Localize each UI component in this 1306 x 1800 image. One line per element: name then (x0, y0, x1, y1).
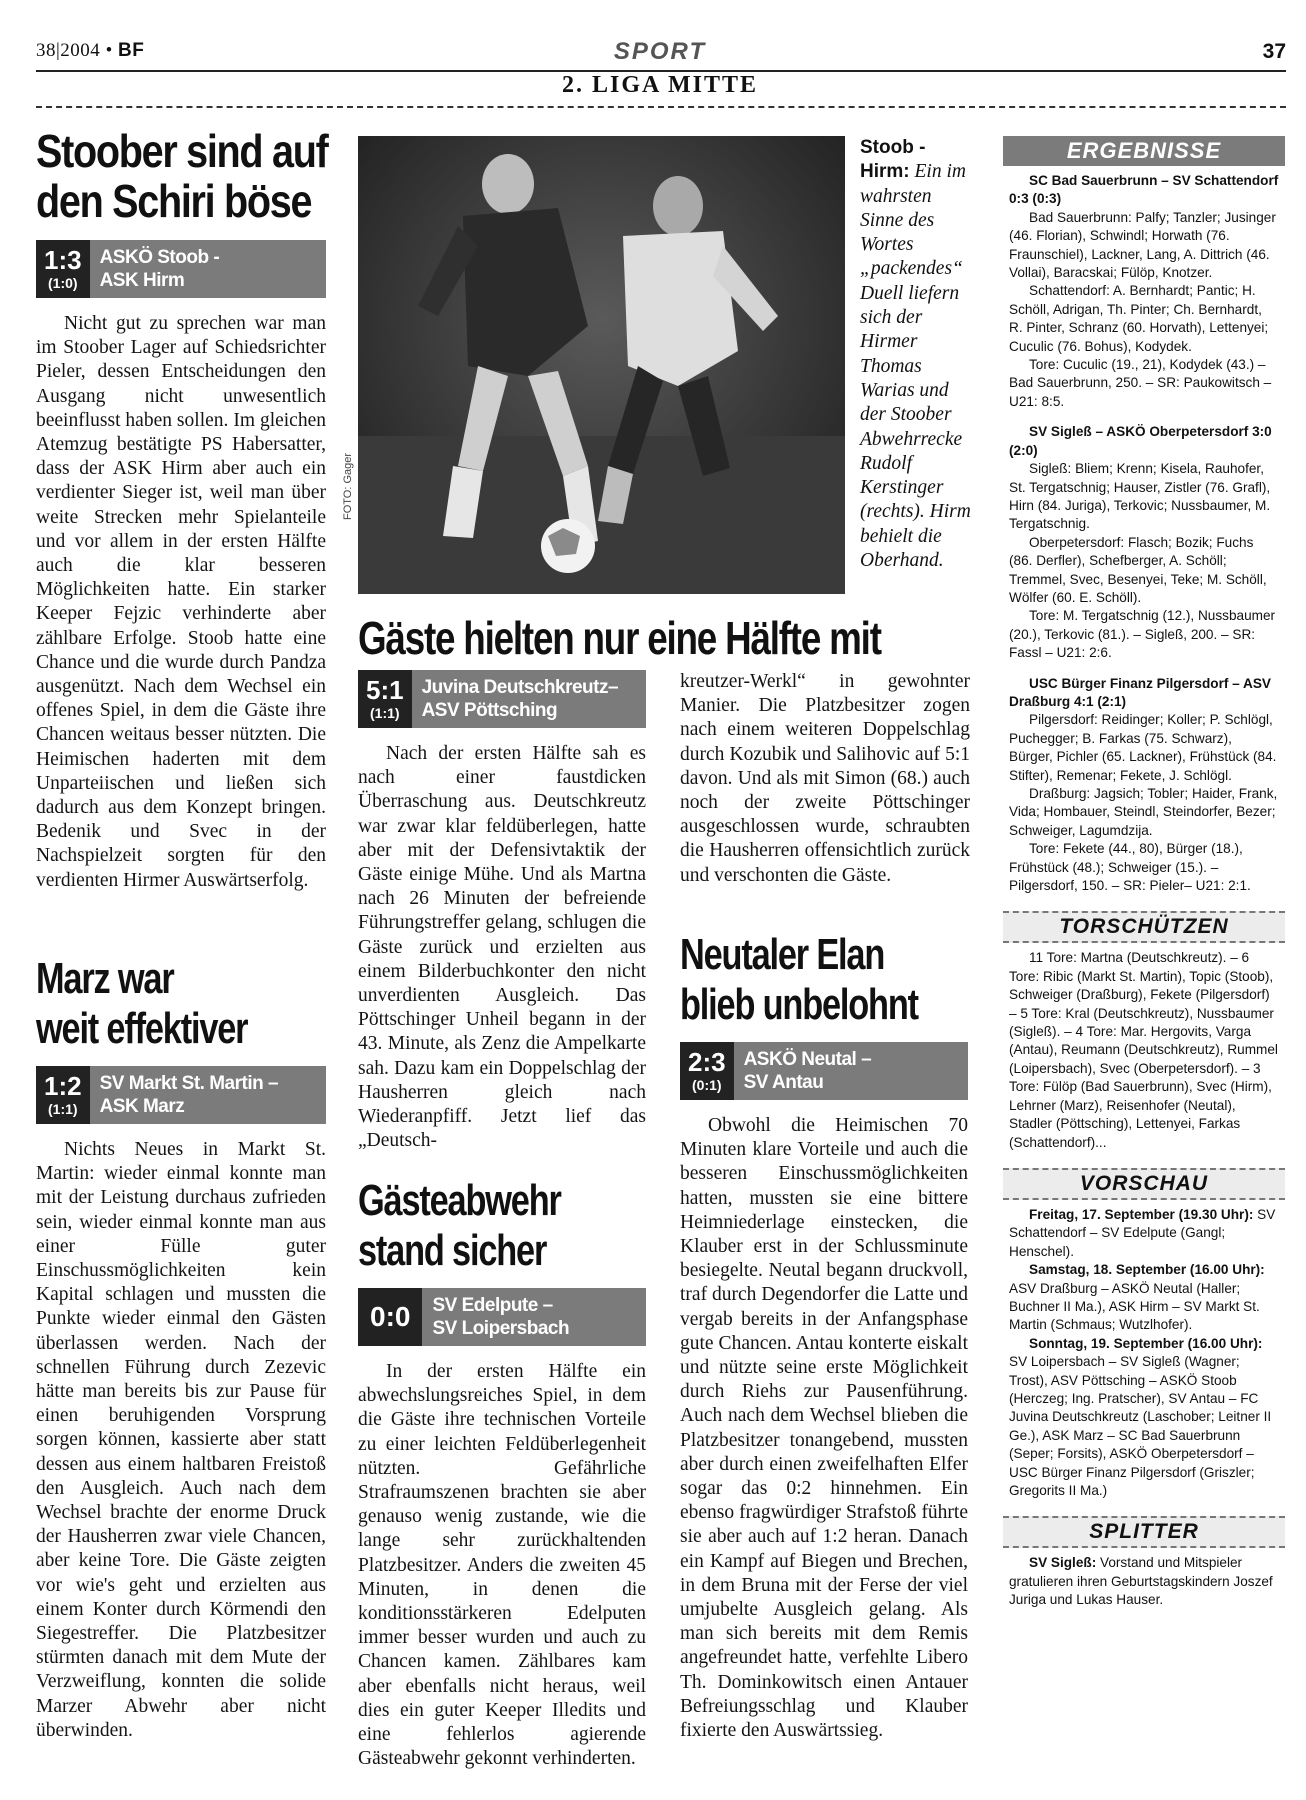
score-value: 0:0 (370, 1301, 411, 1332)
team-name: SV Antau (743, 1072, 824, 1093)
article-deutschkreutz-poettsching (358, 670, 648, 1153)
photo-credit: FOTO: Gager (342, 452, 354, 520)
league-title: 2. LIGA MITTE (561, 72, 759, 98)
score-box (680, 1042, 968, 1100)
halftime-score: (0:1) (692, 1077, 722, 1093)
scorers-header: TORSCHÜTZEN (1003, 911, 1285, 943)
lineup-away: Schattendorf: A. Bernhardt; Pantic; H. Schöll, Adrigan, Th. Pinter; Ch. Bernhardt, R. Pinter, Schranz (60. Horvath), Lettenyei; Cuculic (76. Bohus), Kodydek. (1009, 283, 1269, 354)
article-body (36, 312, 326, 893)
lineup-home: Sigleß: Bliem; Krenn; Kisela, Rauhofer, St. Tergatschnig; Hauser, Zistler (76. Grafl), Hirn (84. Juriga), Terkovic; Nussbaumer, M. Tergatschnig. (1009, 461, 1271, 532)
headline-line: Marz war (36, 954, 174, 1003)
game-title: SV Sigleß – ASKÖ Oberpetersdorf 3:0 (2:0) (1009, 424, 1272, 458)
results-body (1003, 166, 1285, 895)
headline-line: Stoober sind auf (36, 125, 328, 177)
splitter-text: Vorstand und Mitspieler gratulieren ihren Geburtstagskindern Joszef Juriga und Lukas Hauser. (1009, 1555, 1273, 1608)
article-paragraph: In der ersten Hälfte ein abwechslungsreiches Spiel, in dem die Gäste ihre technischen Vorteile zu einer leichten Feldüberlegenheit nützten. Gefährliche Strafraumszenen brachten sie aber genauso wenig zustande, wie die lange sehr zurückhaltenden Platzbesitzer. Anders die zweiten 45 Minuten, in denen die konditionsstärkeren Edelputen immer besser wurden und auch zu Chancen kamen. Zählbares kam aber ebenfalls nicht heraus, weil dies ein guter Keeper Illedits und eine fehlerlos agierende Gästeabwehr gekonnt verhinderten. (358, 1361, 646, 1770)
score-box (36, 240, 326, 298)
paper-name: BF (117, 40, 145, 61)
preview-matches: SV Loipersbach – SV Sigleß (Wagner; Trost), ASV Pöttsching – ASKÖ Stoob (Herczeg; Ing. Pratscher), SV Antau – FC Juvina Deutschkreutz (Laschober; Leitner II Ge.), ASK Marz – SC Bad Sauerbrunn (Seper; Forsits), ASKÖ Oberpetersdorf – USC Bürger Finanz Pilgersdorf (Griszler; Gregorits II Ma.) (1009, 1354, 1272, 1498)
team-name: SV Loipersbach (432, 1318, 570, 1339)
score-teams (422, 1288, 646, 1346)
article-edelpute-loipersbach (358, 1176, 648, 1771)
lineup-away: Draßburg: Jagsich; Tobler; Haider, Frank, Vida; Hombauer, Steindl, Steindorfer, Bezer; Schweiger, Lagumdzija. (1009, 786, 1278, 838)
score-value: 5:1 (366, 675, 404, 705)
score-teams (90, 240, 326, 298)
score-value: 1:2 (44, 1071, 82, 1101)
article-paragraph: Obwohl die Heimischen 70 Minuten klare Vorteile und auch die besseren Einschussmöglichkeiten hatten, mussten sie eine bittere Heimniederlage einstecken, die Klauber erst in der Schlussminute besiegelte. Neutal begann druckvoll, traf durch Degendorfer die Latte und vergab bereits in der Anfangsphase gute Chancen. Antau konterte eiskalt und nützte seine erste Möglichkeit durch Riehs zur Pausenführung. Auch nach dem Wechsel blieben die Platzbesitzer tonangebend, mussten aber durch einen zweifelhaften Elfer sogar das 0:2 hinnehmen. Ein ebenso fragwürdiger Strafstoß führte sie aber auch auf 1:2 heran. Danach ein Kampf auf Biegen und Brechen, in dem Bruna mit der Ferse der viel umjubelte Ausgleich gelang. Als man sich bereits mit dem Remis angefreundet hatte, verfehlte Libero Th. Dominkowitsch einen Antauer Befreiungsschlag und Klauber fixierte den Auswärtssieg. (680, 1115, 968, 1742)
match-photo (358, 136, 845, 594)
headline-line: den Schiri böse (36, 175, 312, 227)
halftime-score: (1:1) (370, 705, 400, 721)
section-title: SPORT (613, 38, 707, 65)
team-name: ASKÖ Neutal – (743, 1049, 872, 1070)
halftime-score: (1:0) (48, 275, 78, 291)
score-teams (734, 1042, 968, 1100)
article-stoob-hirm (36, 126, 336, 893)
article-paragraph: Nichts Neues in Markt St. Martin: wieder einmal konnte man mit der Leistung durchaus zufrieden sein, wieder einmal konnte man aus einer Fülle guter Einschussmöglichkeiten kein Kapital schlagen und mussten die Punkte wieder einmal den Gästen überlassen werden. Nach der schnellen Führung durch Zezevic hätte man bereits bis zur Pause für einen beruhigenden Vorsprung sorgen können, kassierte aber statt dessen aus einem haltbaren Freistoß den Ausgleich. Auch nach dem Wechsel brachte der enorme Druck der Hausherren zwar viele Chancen, aber keine Tore. Die Gäste zeigten vor wie's geht und erzielten aus einem Konter durch Körmendi den Siegestreffer. Die Platzbesitzer stürmten danach mit dem Mute der Verzweiflung, konnten die solide Marzer Abwehr aber nicht überwinden. (36, 1139, 326, 1741)
caption-lead: Stoob - Hirm: (860, 137, 926, 183)
photo-players-illustration (358, 136, 845, 594)
article-body (358, 1360, 646, 1771)
headline-line: Neutaler Elan (680, 930, 885, 979)
headline-line: stand sicher (358, 1226, 547, 1275)
game-goals: Tore: M. Tergatschnig (12.), Nussbaumer (20.), Terkovic (81.). – Sigleß, 200. – SR: Fassl – U21: 2:6. (1009, 608, 1276, 661)
article-headline (36, 126, 346, 226)
score-teams (412, 670, 646, 728)
lineup-away: Oberpetersdorf: Flasch; Bozik; Fuchs (86. Derfler), Schefberger, A. Schöll; Tremmel, Svec, Besenyei, Teke; M. Schöll, Wölfer (60. E. Schöll). (1009, 534, 1267, 605)
article-paragraph: Nicht gut zu sprechen war man im Stoober Lager auf Schiedsrichter Pieler, dessen Entscheidungen den Ausgang nicht unwesentlich beeinflusst haben sollen. Im gleichen Atemzug bestätigte PS Habersatter, dass der ASK Hirm aber auch ein verdienter Sieger ist, weil man über weite Strecken mehr Spielanteile und vor allem in der ersten Hälfte auch die klar besseren Möglichkeiten hatte. Ein starker Keeper Fejzic verhinderte aber zählbare Erfolge. Stoob hatte eine Chance und die wurde durch Pandza ausgenützt. Nach dem Wechsel ein offenes Spiel, in dem die Gäste ihre Chancen weitaus besser nützten. Die Heimischen haderten mit dem Unparteiischen und ließen sich dadurch aus dem Konzept bringen. Bedenik und Svec in der Nachspielzeit sorgten für den verdienten Hirmer Auswärtserfolg. (36, 313, 326, 891)
team-name: ASV Pöttsching (421, 700, 558, 721)
game-title: USC Bürger Finanz Pilgersdorf – ASV Draßburg 4:1 (2:1) (1009, 675, 1271, 709)
article-headline (680, 930, 945, 1030)
score-result (358, 1288, 422, 1346)
splitter-lead: SV Sigleß: (1029, 1555, 1097, 1571)
issue-number: 38|2004 (36, 40, 101, 61)
score-box (36, 1066, 326, 1124)
splitter-header: SPLITTER (1003, 1516, 1285, 1548)
score-value: 2:3 (688, 1047, 726, 1077)
article-headline: Gäste hielten nur eine Hälfte mit (358, 612, 881, 664)
article-neutal-antau (680, 930, 970, 1743)
scorers-body (1003, 943, 1285, 1151)
score-teams (90, 1066, 326, 1124)
issue-info (36, 40, 144, 62)
score-result (36, 1066, 90, 1124)
team-name: SV Edelpute – (432, 1295, 553, 1316)
article-headline (36, 954, 317, 1054)
article-paragraph: kreutzer-Werkl“ in gewohnter Manier. Die Platzbesitzer zogen nach einem weiteren Doppelschlag durch Kozubik und Salihovic auf 5:1 davon. Und als mit Simon (68.) auch noch der zweite Pöttschinger ausgeschlossen wurde, schraubten die Hausherren offensichtlich zurück und verschonten die Gäste. (680, 671, 970, 886)
page-number: 37 (1262, 40, 1286, 63)
score-result (680, 1042, 734, 1100)
score-result (36, 240, 90, 298)
score-box (358, 1288, 646, 1346)
team-name: ASK Hirm (99, 270, 185, 291)
game-goals: Tore: Fekete (44., 80), Bürger (18.), Frühstück (48.); Schweiger (15.). – Pilgersdorf, 150. – SR: Pieler– U21: 2:1. (1009, 841, 1251, 894)
headline-line: Gästeabwehr (358, 1176, 561, 1225)
article-body (680, 1114, 968, 1743)
team-name: Juvina Deutschkreutz– (421, 677, 619, 698)
team-name: ASKÖ Stoob - (99, 247, 220, 268)
results-sidebar (1003, 136, 1285, 1610)
preview-date: Sonntag, 19. September (16.00 Uhr): (1029, 1335, 1263, 1351)
caption-text: Ein im wahrsten Sinne des Wortes „packendes“ Duell liefern sich der Hirmer Thomas Warias und der Stoober Abwehrrecke Rudolf Kerstinger (rechts). Hirm behielt die Oberhand. (860, 161, 971, 572)
article-body (358, 742, 646, 1153)
score-value: 1:3 (44, 245, 82, 275)
results-header: ERGEBNISSE (1003, 136, 1285, 166)
article-body (36, 1138, 326, 1743)
preview-body (1003, 1200, 1285, 1501)
issue-separator: • (105, 40, 113, 61)
score-result (358, 670, 412, 728)
article-stmartin-marz (36, 954, 336, 1743)
preview-matches: ASV Draßburg – ASKÖ Neutal (Haller; Buchner II Ma.), ASK Hirm – SV Markt St. Martin (Schmaus; Wutzlhofer). (1009, 1280, 1260, 1333)
scorers-text: 11 Tore: Martna (Deutschkreutz). – 6 Tore: Ribic (Markt St. Martin), Topic (Stoob), Schweiger (Draßburg), Fekete (Pilgersdorf) – 5 Tore: Kral (Deutschkreutz), Nussbaumer (Sigleß). – 4 Tore: Mar. Hergovits, Varga (Antau), Reumann (Deutschkreutz), Rummel (Loipersbach), Svec (Oberpetersdorf). – 3 Tore: Fülöp (Bad Sauerbrunn), Svec (Hirm), Lehrner (Marz), Reisenhofer (Neutal), Stadler (Pöttsching), Lettenyei, Farkas (Schattendorf)... (1009, 950, 1278, 1150)
team-name: ASK Marz (99, 1096, 185, 1117)
headline-line: weit effektiver (36, 1004, 248, 1053)
preview-matches: SV Schattendorf – SV Edelpute (Gangl; Henschel). (1009, 1206, 1276, 1259)
team-name: SV Markt St. Martin – (99, 1073, 279, 1094)
article-headline (358, 1176, 623, 1276)
headline-line: blieb unbelohnt (680, 980, 918, 1029)
halftime-score: (1:1) (48, 1101, 78, 1117)
splitter-body (1003, 1548, 1285, 1609)
game-goals: Tore: Cuculic (19., 21), Kodydek (43.) – Bad Sauerbrunn, 250. – SR: Paukowitsch – U21: 8:5. (1009, 357, 1272, 409)
preview-date: Samstag, 18. September (16.00 Uhr): (1029, 1262, 1265, 1278)
lineup-home: Pilgersdorf: Reidinger; Koller; P. Schlögl, Puchegger; B. Farkas (75. Schwarz), Bürger, Pichler (65. Lackner), Frühstück (84. Stifter), Remenar; Fekete, J. Schlögl. (1009, 712, 1277, 783)
header-dashed-rule (36, 106, 1286, 108)
lineup-home: Bad Sauerbrunn: Palfy; Tanzler; Jusinger (46. Florian), Schwindl; Horwath (76. Fraunschiel), Lackner, Lang, A. Dittrich (46. Vollai), Baracskai; Fülöp, Knotzer. (1009, 209, 1276, 281)
preview-date: Freitag, 17. September (19.30 Uhr): (1029, 1206, 1254, 1222)
article-paragraph: Nach der ersten Hälfte sah es nach einer faustdicken Überraschung aus. Deutschkreutz war zwar klar feldüberlegen, hatte aber mit der Defensivtaktik der Gäste einige Mühe. Und als Martna nach 26 Minuten der befreiende Führungstreffer gelang, schlugen die Gäste zurück und erzielten aus einem Bilderbuchkonter den nicht unverdienten Ausgleich. Das Pöttschinger Unheil begann in der 43. Minute, als Zenz die Ampelkarte sah. Dazu kam ein Doppelschlag der Hausherren gleich nach Wiederanpfiff. Jetzt lief das „Deutsch- (358, 743, 646, 1152)
score-box (358, 670, 646, 728)
article-body-continued (680, 670, 970, 888)
game-title: SC Bad Sauerbrunn – SV Schattendorf 0:3 (0:3) (1009, 173, 1279, 207)
preview-header: VORSCHAU (1003, 1168, 1285, 1200)
photo-caption (860, 136, 978, 573)
